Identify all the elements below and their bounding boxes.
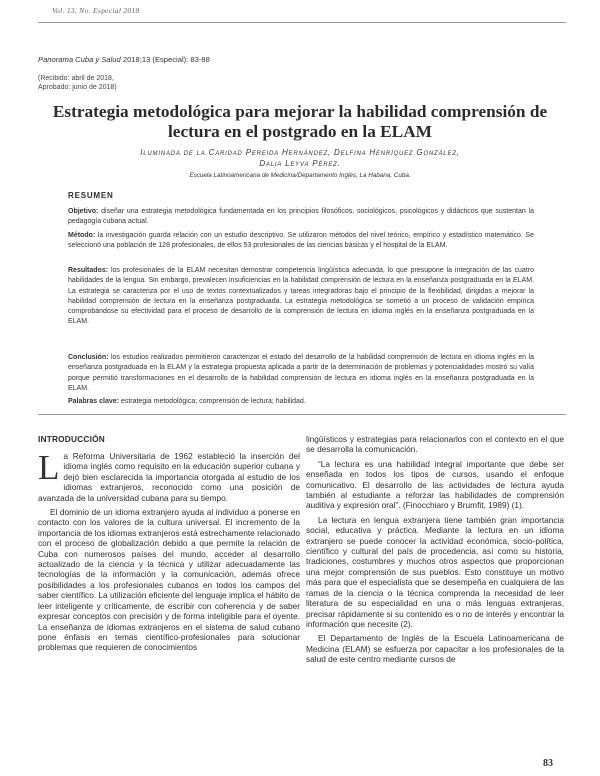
article-title: Estrategia metodológica para mejorar la habilidad comprensión de lectura en el postgrado en la ELAM <box>52 102 548 141</box>
authors-line-1: Iluminada de la Caridad Pereida Hernández, Delfina Henríquez González, <box>140 148 460 157</box>
dates <box>38 75 117 92</box>
journal-name: Panorama Cuba y Salud <box>38 55 121 64</box>
objective-label: Objetivo: <box>68 208 99 215</box>
conclusion-label: Conclusión: <box>68 354 109 361</box>
page-number: 83 <box>543 758 553 769</box>
section-divider <box>38 414 566 415</box>
paragraph <box>38 448 300 503</box>
paragraph: lingüísticos y estrategias para relacionarlos con el contexto en el que se desarrolla la comunicación. <box>306 434 564 455</box>
abstract-method <box>68 231 534 252</box>
citation <box>38 55 210 64</box>
keywords-label: Palabras clave: <box>68 398 119 405</box>
paragraph: El dominio de un idioma extranjero ayuda al individuo a ponerse en contacto con los valores de la cultura universal. El incremento de la importancia de los idiomas extranjeros está estrechamente relacionado con el proceso de globalización debido a que permite la relación de Cuba con numerosos países del mundo, acceder al desarrollo actualizado de la ciencia y la técnica y utilizar adecuadamente las tecnologías de la información y la comunicación, además ofrece posibilidades a los profesionales cubanos en todos los campos del saber científico. La utilización eficiente del lenguaje implica el hábito de leer inteligente y críticamente, de escribir con coherencia y de saber expresar conceptos con precisión y de forma inteligible para el oyente. La enseñanza de idiomas extranjeros en el sistema de salud cubano pone énfasis en temas científico-profesionales para solucionar problemas que requieren de conocimientos <box>38 507 300 653</box>
objective-text: diseñar una estrategia metodológica fundamentada en los principios filosóficos, sociológicos, psicológicos y didácticos que sustentan la pedagogía cubana actual. <box>68 208 534 226</box>
approved-date: Aprobado: junio de 2018) <box>38 83 117 91</box>
results-text: los profesionales de la ELAM necesitan demostrar competencia lingüística adecuada, lo que presupone la integración de las cuatro habilidades de la lengua. Sin embargo, prevalecen insuficiencias en la habilidad comprensión de lectura en la enseñanza postgraduada en la ELAM. La estrategia se caracteriza por el uso de textos contextualizados y tareas integradoras bajo el principio de la flexibilidad, dirigidas a mejorar la habilidad comprensión de lectura en la enseñanza postgraduada. La estrategia metodológica se sometió a un proceso de validación empírica comprobándose su efectividad para el proceso de desarrollo de la comprensión de lectura en idioma inglés en la enseñanza postgraduada en la ELAM. <box>68 267 534 326</box>
volume-label: Vol. 13, No. Especial 2018 <box>52 6 140 15</box>
paragraph: El Departamento de Inglés de la Escuela Latinoamericana de Medicina (ELAM) se esfuerza por capacitar a los profesionales de la salud de este centro mediante cursos de <box>306 633 564 665</box>
quote-paragraph: “La lectura es una habilidad integral importante que debe ser enseñada en todos los tipos de cursos, usando el enfoque comunicativo. El desarrollo de las actividades de lectura ayuda también al estudiante a reforzar las habilidades de comprensión auditiva y expresión oral”. (Finocchiaro y Brumfit, 1989) (1). <box>306 458 564 511</box>
right-column <box>306 434 564 669</box>
conclusion-text: los estudios realizados permitieron caracterizar el estado del desarrollo de la habilidad comprensión de lectura en idioma inglés en la enseñanza postgraduada en la ELAM y la estrategia propuesta aplicada a partir de la determinación de problemas y potencialidades mostró su valía porque permitió transformaciones en el desarrollo de la habilidad comprensión de lectura en idioma inglés en la enseñanza postgraduada en la ELAM. <box>68 354 534 392</box>
abstract-conclusion <box>68 353 534 394</box>
intro-heading: INTRODUCCIÓN <box>38 434 105 444</box>
drop-cap: L <box>38 448 60 487</box>
paragraph-text: a Reforma Universitaria de 1962 estableció la inserción del idioma inglés como requisito en la educación superior cubana y dejó bien esclarecida la importancia otorgada al estudio de los idiomas extranjeros, reconocido como una posición de avanzada de la universidad cubana para su tiempo. <box>38 451 300 503</box>
left-column <box>38 448 300 657</box>
affiliation: Escuela Latinoamericana de Medicina/Departamento Inglés, La Habana, Cuba. <box>189 172 411 179</box>
abstract-results <box>68 266 534 328</box>
received-date: (Recibido: abril de 2018, <box>38 75 114 82</box>
results-label: Resultados: <box>68 267 109 274</box>
authors <box>40 147 560 169</box>
abstract-keywords <box>68 397 534 407</box>
authors-line-2: Dalia Leyva Pérez. <box>259 159 341 168</box>
method-label: Método: <box>68 232 96 239</box>
abstract-heading: RESUMEN <box>68 191 114 200</box>
citation-details: 2018;13 (Especial): 83-88 <box>120 55 210 64</box>
method-text: la investigación guarda relación con un estudio descriptivo. Se utilizaron métodos del nivel teórico, empírico y estadístico matemático. Se seleccionó una población de 128 profesionales, de ellos 53 profesionales de las ciencias básicas y el hospital de la ELAM. <box>68 232 534 250</box>
keywords-text: estrategia metodológica; comprensión de lectura; habilidad. <box>118 398 306 405</box>
paragraph: La lectura en lengua extranjera tiene también gran importancia social, educativa y práctica. Mediante la lectura en un idioma extranjero se puede conocer la actividad económica, socio-política, científico y cultural del país de procedencia, así como su historia, tradiciones, costumbres y muchos otros aspectos que proporcionan una mejor comprensión de sus pueblos. Esto constituye un motivo más para que el especialista que se desempeña en cualquiera de las ramas de la ciencia o la técnica comprenda la necesidad de leer literatura de su especialidad en una o más lenguas extranjeras, precisar rápidamente si su contenido es o no de interés y encontrar la información que necesite (2). <box>306 514 564 629</box>
abstract-objective <box>68 207 534 228</box>
